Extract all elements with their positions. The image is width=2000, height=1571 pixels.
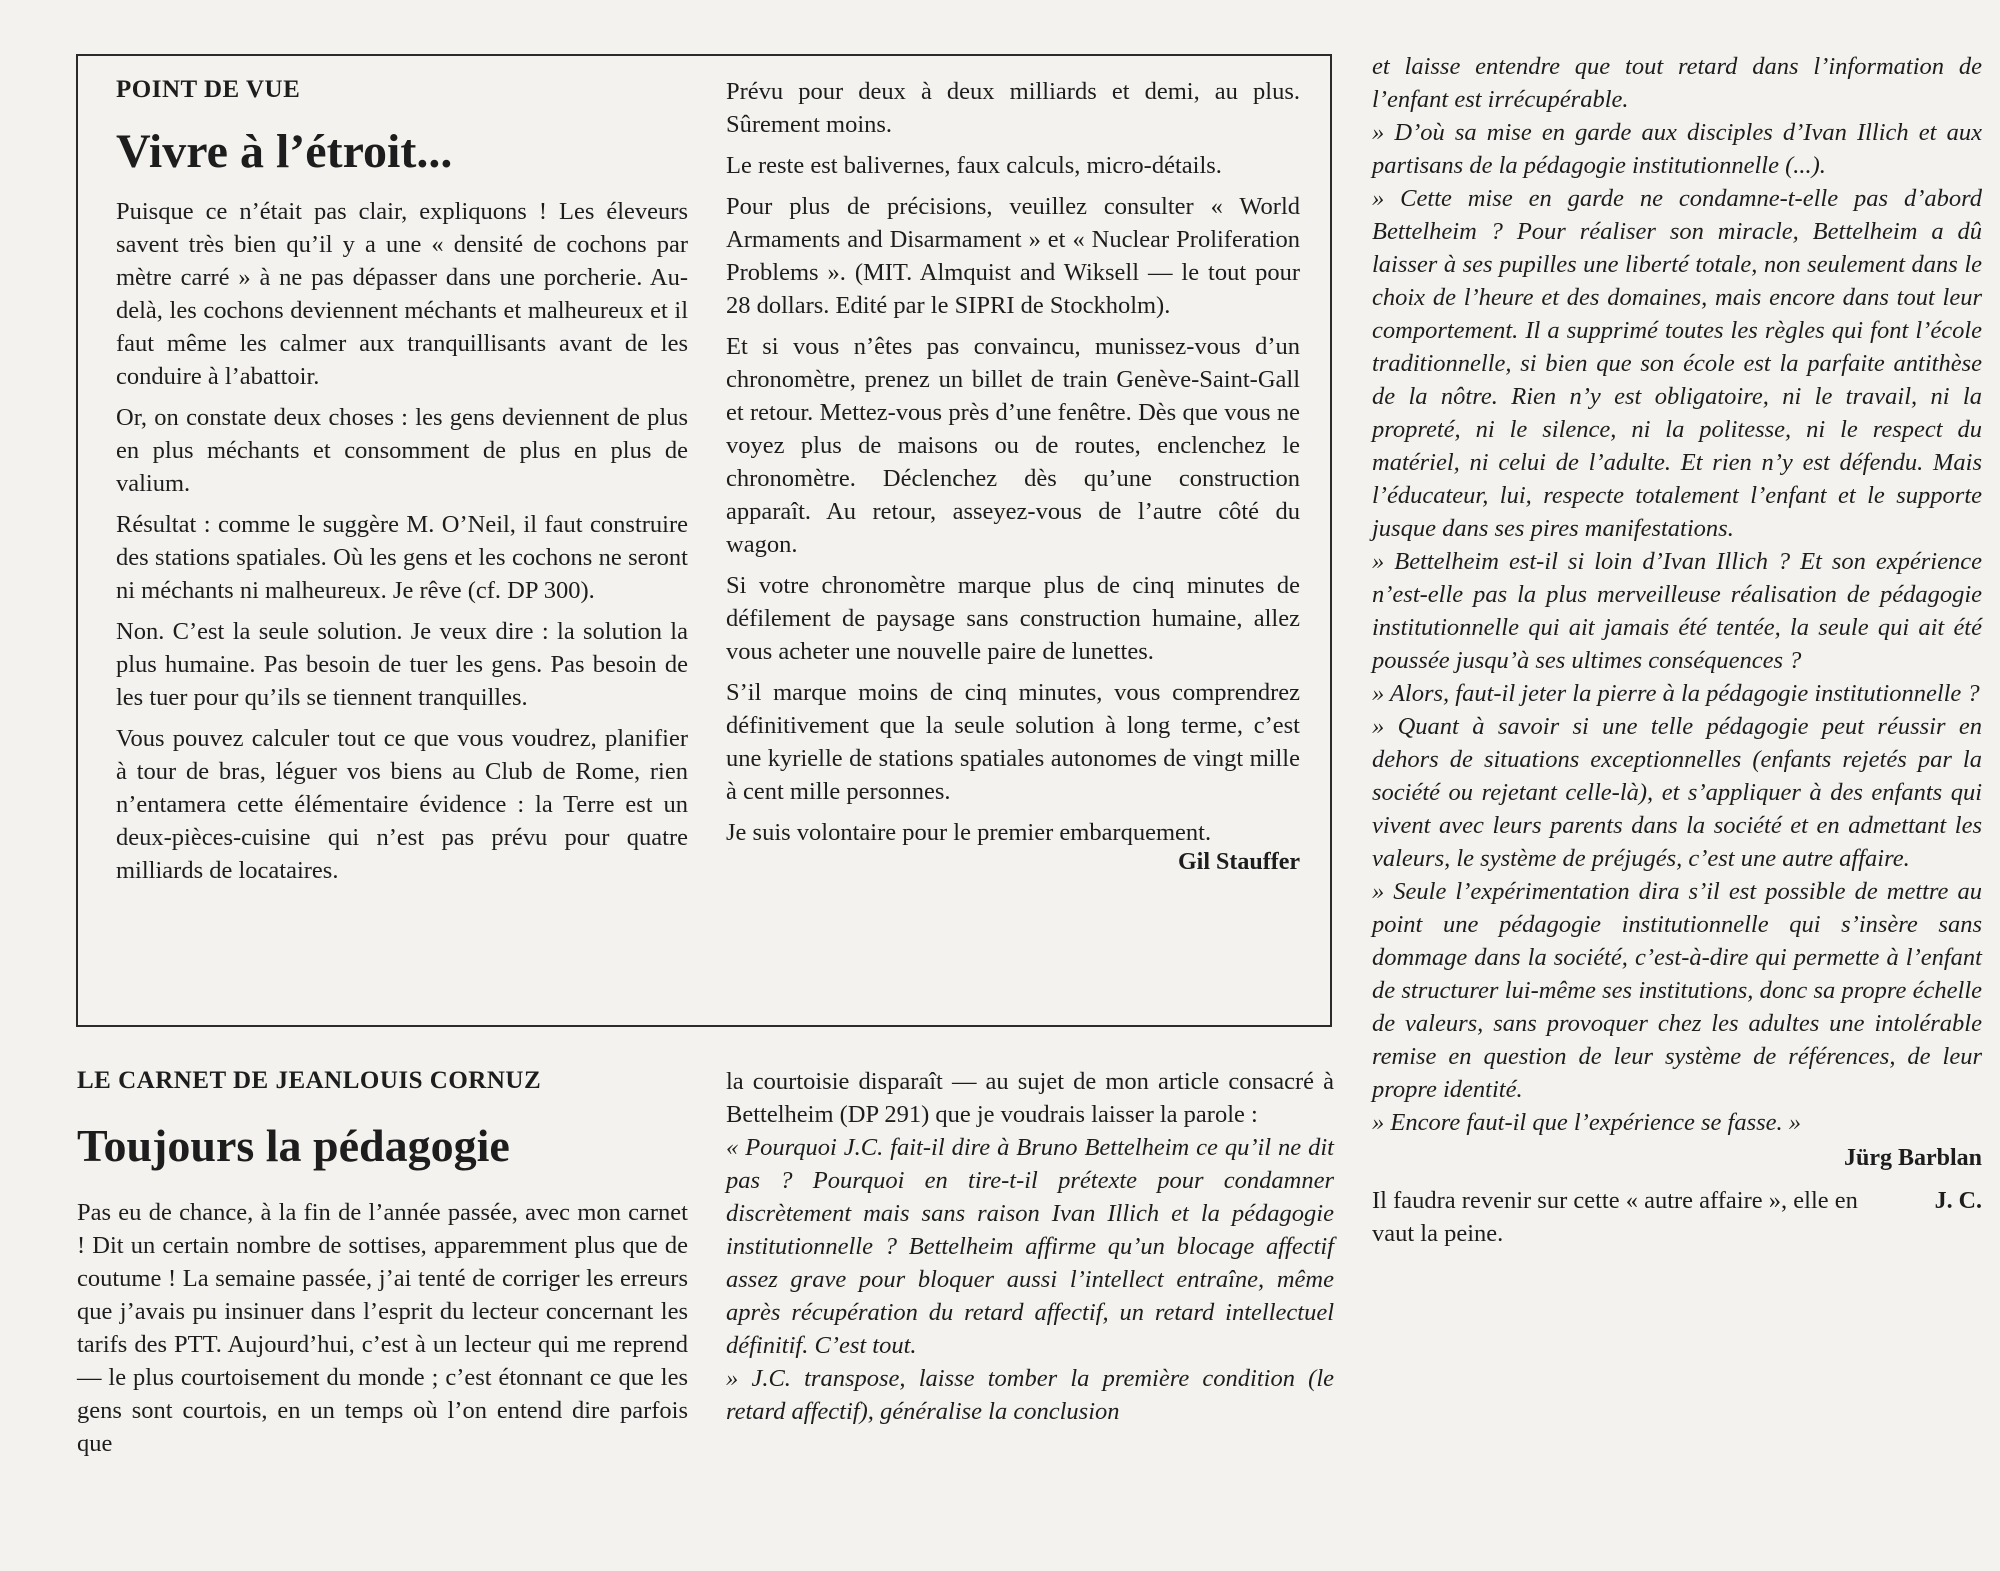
quote-paragraph: « Pourquoi J.C. fait-il dire à Bruno Bettelheim ce qu’il ne dit pas ? Pourquoi en tire-t-il prétexte pour condamner discrètement mais sans raison Ivan Illich et la pédagogie institutionnelle ? Bettelheim affirme qu’un blocage affectif assez grave pour bloquer aussi l’intellect entraîne, même après récupération du retard affectif, un retard intellectuel définitif. C’est tout. [726,1134,1334,1359]
paragraph: Et si vous n’êtes pas convaincu, munissez-vous d’un chronomètre, prenez un billet de train Genève-Saint-Gall et retour. Mettez-vous près d’une fenêtre. Dès que vous ne voyez plus de maisons ou de routes, enclenchez le chronomètre. Déclenchez dès qu’une construction apparaît. Au retour, asseyez-vous de l’autre côté du wagon. [726,333,1300,558]
point-de-vue-right-column [726,75,1300,876]
paragraph: Je suis volontaire pour le premier embarquement. [726,819,1212,846]
quote-signature: Jürg Barblan [1843,1145,1982,1171]
carnet-kicker: LE CARNET DE JEANLOUIS CORNUZ [77,1067,542,1094]
paragraph: Pour plus de précisions, veuillez consulter « World Armaments and Disarmament » et « Nuclear Proliferation Problems ». (MIT. Almquist and Wiksell — le tout pour 28 dollars. Edité par le SIPRI de Stockholm). [726,193,1300,319]
paragraph: Pas eu de chance, à la fin de l’année passée, avec mon carnet ! Dit un certain nombre de sottises, apparemment plus que de coutume ! La semaine passée, j’ai tenté de corriger les erreurs que j’avais pu insinuer dans l’esprit du lecteur concernant les tarifs des PTT. Aujourd’hui, c’est à un lecteur qui me reprend — le plus courtoisement du monde ; c’est étonnant ce que les gens sont courtois, en un temps où l’on entend dire parfois que [77,1199,688,1457]
quote-paragraph: » Quant à savoir si une telle pédagogie peut réussir en dehors de situations exceptionnelles (enfants rejetés par la société ou rejetant celle-là), et s’appliquer à des enfants qui vivent avec leurs parents dans la société et en admettant les valeurs, le système de préjugés, c’est une autre affaire. [1372,713,1982,872]
quote-paragraph: » Encore faut-il que l’expérience se fasse. » [1372,1109,1802,1136]
quote-paragraph: » Seule l’expérimentation dira s’il est possible de mettre au point une pédagogie institutionnelle qui s’insère sans dommage dans la société, c’est-à-dire qui permette à l’enfant de structurer lui-même ses institutions, donc sa propre échelle de valeurs, sans provoquer chez les adultes une intolérable remise en question de leur système de références, de leur propre identité. [1372,878,1982,1103]
author-signature: Gil Stauffer [1178,849,1300,875]
quote-paragraph: » J.C. transpose, laisse tomber la première condition (le retard affectif), généralise la conclusion [726,1365,1334,1425]
quote-paragraph: » Alors, faut-il jeter la pierre à la pédagogie institutionnelle ? [1372,680,1980,707]
carnet-column-2 [726,1065,1334,1428]
paragraph: Prévu pour deux à deux milliards et demi, au plus. Sûrement moins. [726,78,1300,138]
carnet-column-3 [1372,50,1982,1250]
point-de-vue-kicker: POINT DE VUE [116,76,301,103]
carnet-column-1 [77,1196,688,1460]
paragraph: Le reste est balivernes, faux calculs, micro-détails. [726,152,1222,179]
paragraph: Puisque ce n’était pas clair, expliquons ! Les éleveurs savent très bien qu’il y a une « densité de cochons par mètre carré » à ne pas dépasser dans une porcherie. Au-delà, les cochons deviennent méchants et malheureux et il faut même les calmer aux tranquillisants avant de les conduire à l’abattoir. [116,198,688,390]
quote-paragraph: » Bettelheim est-il si loin d’Ivan Illich ? Et son expérience n’est-elle pas la plus merveilleuse réalisation de pédagogie institutionnelle qui ait jamais été tentée, la seule qui ait été poussée jusqu’à ses ultimes conséquences ? [1372,548,1982,674]
quote-paragraph: » Cette mise en garde ne condamne-t-elle pas d’abord Bettelheim ? Pour réaliser son miracle, Bettelheim a dû laisser à ses pupilles une liberté totale, non seulement dans le choix de l’heure et des domaines, mais encore dans tout leur comportement. Il a supprimé toutes les règles qui font l’école traditionnelle, si bien que son école est la parfaite antithèse de la nôtre. Rien n’y est obligatoire, ni le travail, ni la propreté, ni le silence, ni la politesse, ni le respect du matériel, ni celui de l’adulte. Et rien n’y est défendu. Mais l’éducateur, lui, respecte totalement l’enfant et le supporte jusque dans ses pires manifestations. [1372,185,1982,542]
point-de-vue-title: Vivre à l’étroit... [116,125,453,178]
paragraph: Résultat : comme le suggère M. O’Neil, il faut construire des stations spatiales. Où les gens et les cochons ne seront ni méchants ni malheureux. Je rêve (cf. DP 300). [116,511,688,604]
paragraph: Vous pouvez calculer tout ce que vous voudrez, planifier à tour de bras, léguer vos biens au Club de Rome, rien n’entamera cette élémentaire évidence : la Terre est un deux-pièces-cuisine qui n’est pas prévu pour quatre milliards de locataires. [116,725,688,884]
quote-paragraph: » D’où sa mise en garde aux disciples d’Ivan Illich et aux partisans de la pédagogie institutionnelle (...). [1372,119,1982,179]
final-line [1372,1184,1982,1250]
paragraph: Il faudra revenir sur cette « autre affaire », elle en vaut la peine. [1372,1187,1858,1247]
paragraph: Non. C’est la seule solution. Je veux dire : la solution la plus humaine. Pas besoin de tuer les gens. Pas besoin de les tuer pour qu’ils se tiennent tranquilles. [116,618,688,711]
paragraph: S’il marque moins de cinq minutes, vous comprendrez définitivement que la seule solution à long terme, c’est une kyrielle de stations spatiales autonomes de vingt mille à cent mille personnes. [726,679,1300,805]
paragraph: Or, on constate deux choses : les gens deviennent de plus en plus méchants et consomment de plus en plus de valium. [116,404,688,497]
point-de-vue-left-column [116,195,688,895]
quote-paragraph: et laisse entendre que tout retard dans l’information de l’enfant est irrécupérable. [1372,53,1982,113]
carnet-title: Toujours la pédagogie [77,1120,510,1171]
paragraph: Si votre chronomètre marque plus de cinq minutes de défilement de paysage sans construction humaine, allez vous acheter une nouvelle paire de lunettes. [726,572,1300,665]
final-signature: J. C. [1934,1188,1982,1214]
paragraph: la courtoisie disparaît — au sujet de mon article consacré à Bettelheim (DP 291) que je voudrais laisser la parole : [726,1068,1334,1128]
